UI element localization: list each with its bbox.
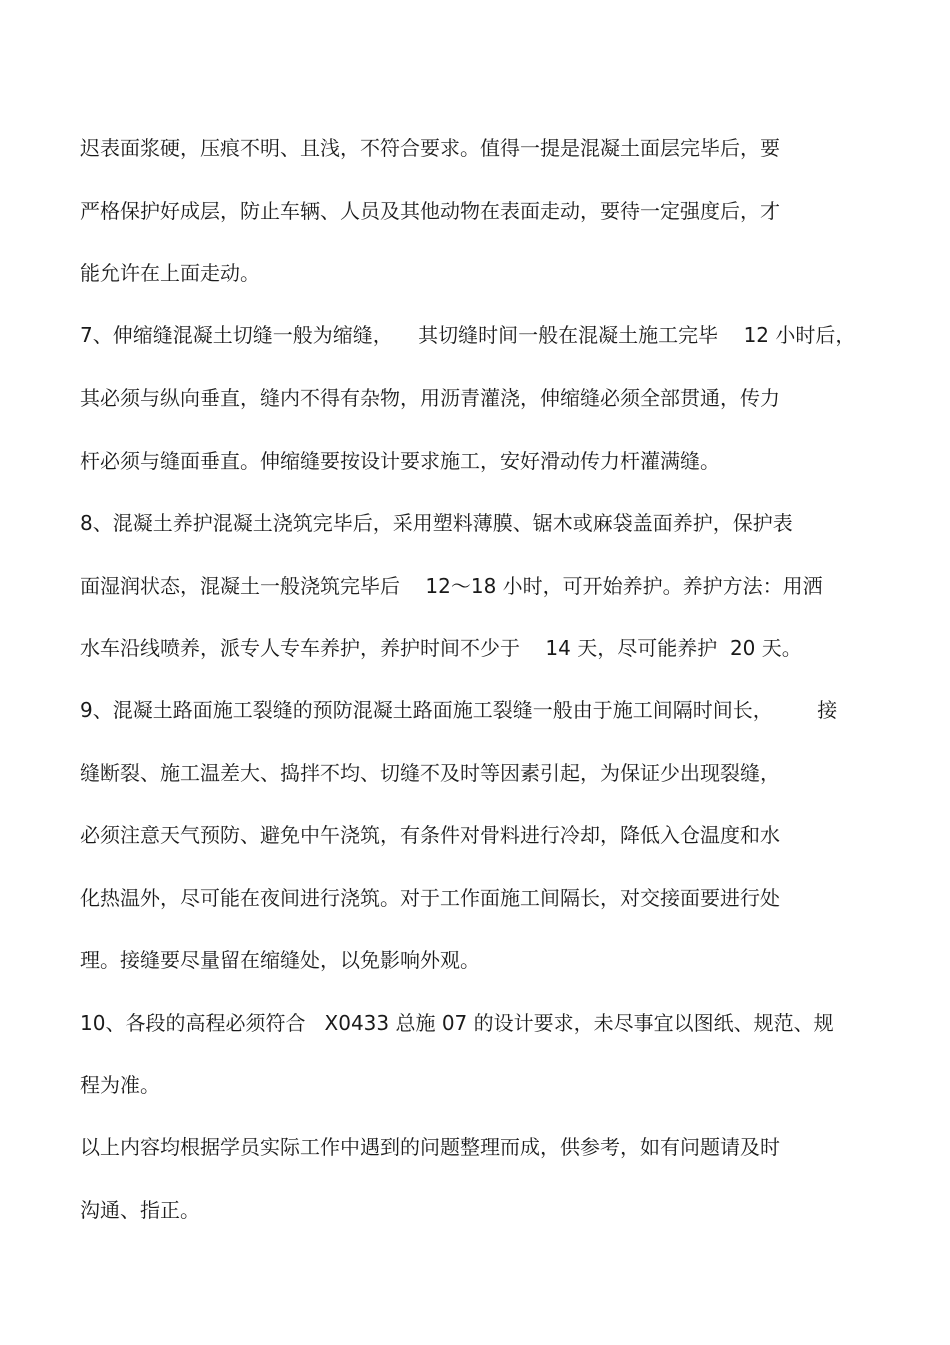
- text-line: 8、混凝土养护混凝土浇筑完毕后，采用塑料薄膜、锯木或麻袋盖面养护，保护表: [80, 511, 793, 535]
- text-line: 沟通、指正。: [80, 1198, 200, 1222]
- text-line: 9、混凝土路面施工裂缝的预防混凝土路面施工裂缝一般由于施工间隔时间长， 接: [80, 698, 838, 722]
- text-line: 其必须与纵向垂直，缝内不得有杂物，用沥青灌浇，伸缩缝必须全部贯通，传力: [80, 386, 780, 410]
- text-line: 面湿润状态，混凝土一般浇筑完毕后 12～18 小时，可开始养护。养护方法：用洒: [80, 574, 823, 598]
- text-line: 程为准。: [80, 1073, 160, 1097]
- text-line: 缝断裂、施工温差大、捣拌不均、切缝不及时等因素引起，为保证少出现裂缝，: [80, 761, 780, 785]
- text-line: 7、伸缩缝混凝土切缝一般为缩缝， 其切缝时间一般在混凝土施工完毕 12 小时后，: [80, 323, 856, 347]
- text-line: 以上内容均根据学员实际工作中遇到的问题整理而成，供参考，如有问题请及时: [80, 1135, 780, 1159]
- text-line: 10、各段的高程必须符合 X0433 总施 07 的设计要求，未尽事宜以图纸、规范、规: [80, 1011, 834, 1035]
- text-line: 水车沿线喷养，派专人专车养护，养护时间不少于 14 天，尽可能养护 20 天。: [80, 636, 802, 660]
- text-line: 化热温外，尽可能在夜间进行浇筑。对于工作面施工间隔长，对交接面要进行处: [80, 886, 780, 910]
- text-line: 理。接缝要尽量留在缩缝处，以免影响外观。: [80, 948, 480, 972]
- text-line: 迟表面浆硬，压痕不明、且浅，不符合要求。值得一提是混凝土面层完毕后，要: [80, 136, 780, 160]
- text-line: 严格保护好成层，防止车辆、人员及其他动物在表面走动，要待一定强度后，才: [80, 199, 780, 223]
- text-line: 杆必须与缝面垂直。伸缩缝要按设计要求施工，安好滑动传力杆灌满缝。: [80, 449, 720, 473]
- text-line: 必须注意天气预防、避免中午浇筑，有条件对骨料进行冷却，降低入仓温度和水: [80, 823, 780, 847]
- text-line: 能允许在上面走动。: [80, 261, 260, 285]
